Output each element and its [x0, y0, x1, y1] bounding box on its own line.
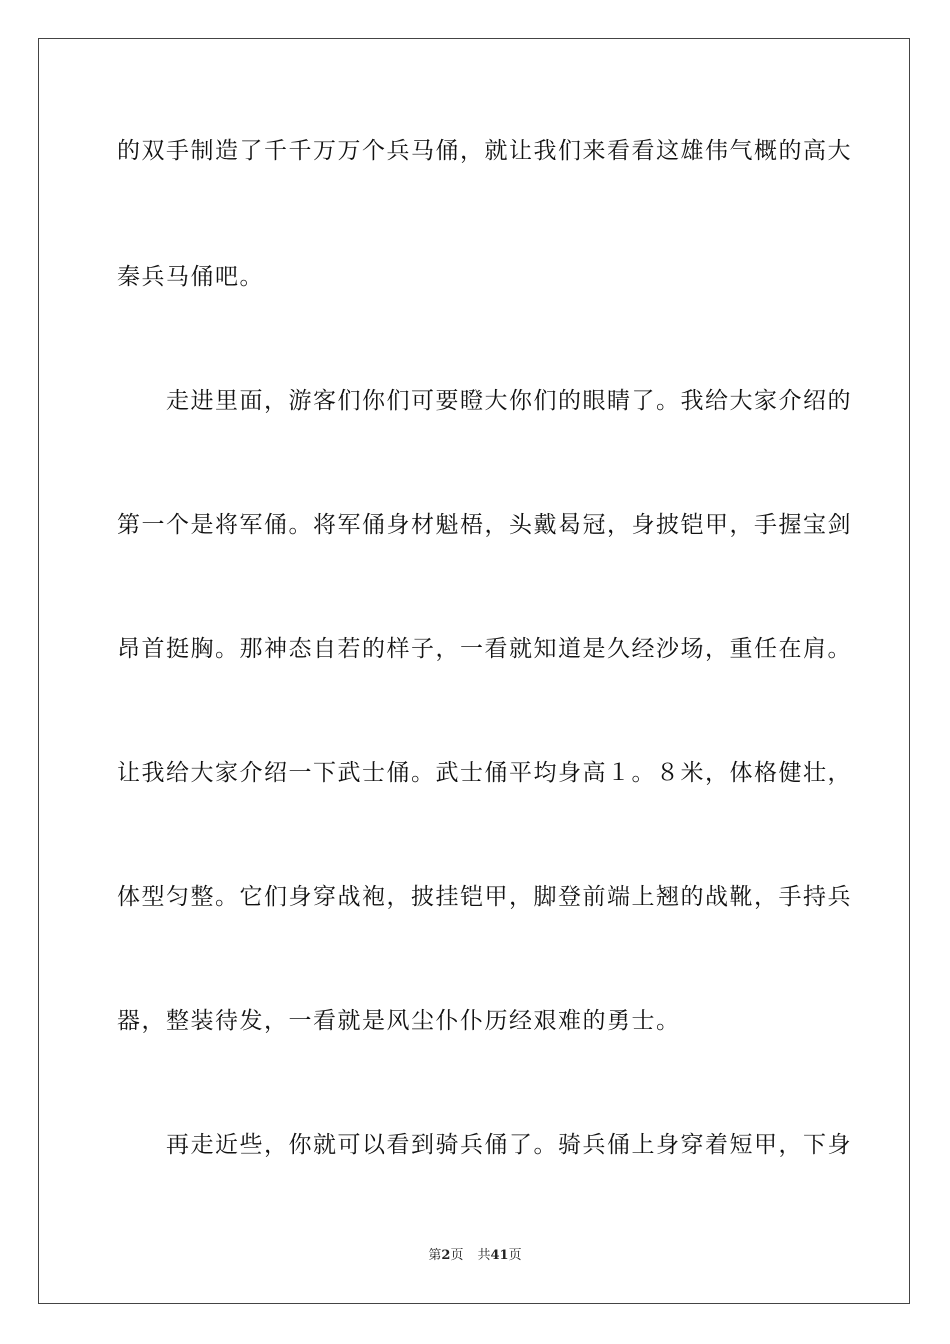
total-suffix: 页	[508, 1248, 522, 1263]
text-line-5: 昂首挺胸。那神态自若的样子，一看就知道是久经沙场，重任在肩。	[117, 636, 852, 662]
page-footer	[0, 1247, 950, 1265]
text-line-2: 秦兵马俑吧。	[117, 264, 264, 290]
text-line-1: 的双手制造了千千万万个兵马俑，就让我们来看看这雄伟气概的高大	[117, 138, 852, 164]
page-number: 2	[441, 1248, 451, 1263]
total-prefix: 共	[477, 1248, 491, 1263]
text-line-3: 走进里面，游客们你们可要瞪大你们的眼睛了。我给大家介绍的	[117, 388, 852, 414]
text-line-9: 再走近些，你就可以看到骑兵俑了。骑兵俑上身穿着短甲，下身	[117, 1132, 852, 1158]
text-line-6: 让我给大家介绍一下武士俑。武士俑平均身高１。８米，体格健壮，	[117, 760, 852, 786]
text-line-7: 体型匀整。它们身穿战袍，披挂铠甲，脚登前端上翘的战靴，手持兵	[117, 884, 852, 910]
total-pages: 41	[490, 1248, 509, 1263]
text-line-4: 第一个是将军俑。将军俑身材魁梧，头戴曷冠，身披铠甲，手握宝剑	[117, 512, 852, 538]
text-line-8: 器，整装待发，一看就是风尘仆仆历经艰难的勇士。	[117, 1008, 681, 1034]
page-prefix: 第	[428, 1248, 442, 1263]
page-suffix: 页	[450, 1248, 464, 1263]
page-border	[38, 38, 910, 1304]
